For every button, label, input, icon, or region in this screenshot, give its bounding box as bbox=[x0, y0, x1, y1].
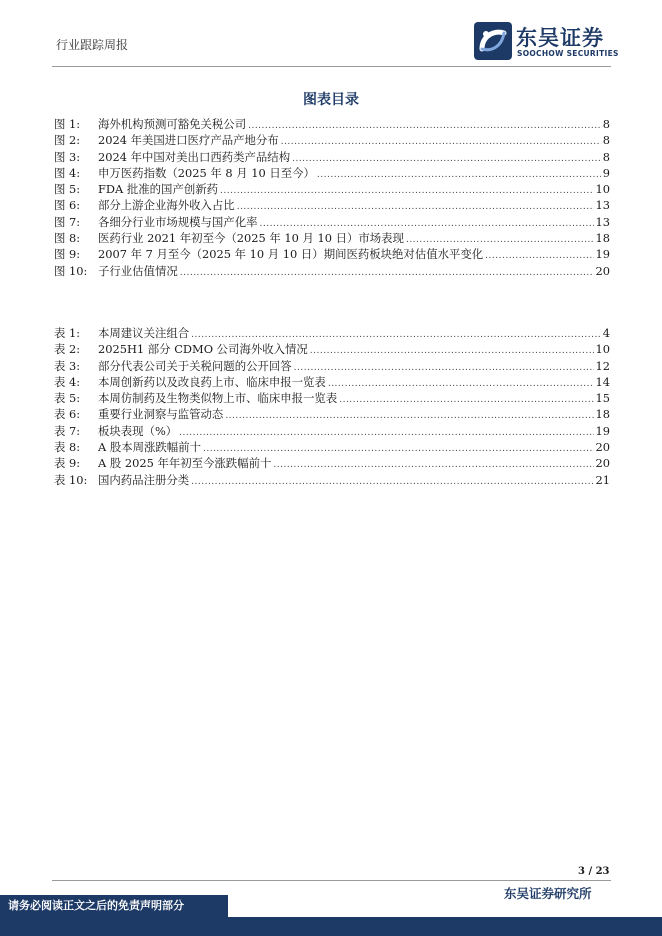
table-entry-page: 4 bbox=[602, 326, 610, 340]
figure-entry-label: 图 8: bbox=[54, 231, 81, 246]
leader-dots bbox=[339, 392, 593, 408]
logo-english-name: SOOCHOW SECURITIES bbox=[517, 49, 619, 58]
table-entry-page: 12 bbox=[595, 358, 610, 373]
table-entry-label: 表 7: bbox=[54, 423, 81, 438]
figure-entry-title: FDA 批准的国产创新药 bbox=[98, 182, 219, 197]
table-entry-page: 20 bbox=[595, 440, 610, 455]
table-entry-title: 本周创新药以及改良药上市、临床申报一览表 bbox=[98, 374, 326, 389]
leader-dots bbox=[220, 183, 593, 199]
figure-entry-label: 图 9: bbox=[54, 247, 81, 262]
leader-dots bbox=[294, 360, 594, 376]
table-entry-page: 15 bbox=[595, 391, 610, 406]
figure-entry-page: 13 bbox=[595, 214, 610, 229]
table-entry-page: 14 bbox=[595, 374, 610, 389]
figure-list bbox=[54, 116, 610, 279]
table-entry-label: 表 9: bbox=[54, 456, 81, 471]
figure-entry[interactable] bbox=[54, 197, 610, 213]
leader-dots bbox=[485, 248, 593, 264]
table-entry-page: 21 bbox=[595, 472, 610, 487]
table-list bbox=[54, 325, 610, 488]
table-entry-title: 板块表现（%） bbox=[98, 423, 178, 438]
figure-entry-title: 部分上游企业海外收入占比 bbox=[98, 198, 235, 213]
table-entry-label: 表 6: bbox=[54, 407, 81, 422]
figure-entry-title: 子行业估值情况 bbox=[98, 263, 178, 278]
leader-dots bbox=[191, 474, 593, 490]
page-number: 3 / 23 bbox=[578, 866, 610, 877]
figure-entry[interactable] bbox=[54, 263, 610, 279]
figure-entry-page: 20 bbox=[595, 263, 610, 278]
figure-entry-label: 图 5: bbox=[54, 182, 81, 197]
company-logo bbox=[474, 22, 634, 62]
table-entry-page: 10 bbox=[595, 342, 610, 357]
figure-entry[interactable] bbox=[54, 165, 610, 181]
leader-dots bbox=[273, 457, 593, 473]
report-type-label: 行业跟踪周报 bbox=[56, 38, 129, 52]
logo-mark-icon bbox=[474, 22, 512, 60]
table-entry-title: 部分代表公司关于关税问题的公开回答 bbox=[98, 358, 292, 373]
table-entry-label: 表 10: bbox=[54, 472, 88, 487]
logo-chinese-name: 东吴证券 bbox=[516, 26, 604, 50]
leader-dots bbox=[179, 425, 593, 441]
disclaimer-banner: 请务必阅读正文之后的免责声明部分 bbox=[0, 895, 228, 917]
table-entry-title: A 股本周涨跌幅前十 bbox=[98, 440, 201, 455]
leader-dots bbox=[310, 343, 594, 359]
figure-entry[interactable] bbox=[54, 132, 610, 148]
leader-dots bbox=[328, 376, 594, 392]
table-entry-title: 国内药品注册分类 bbox=[98, 472, 190, 487]
table-entry[interactable] bbox=[54, 439, 610, 455]
figure-entry-label: 图 2: bbox=[54, 133, 81, 148]
institute-name: 东吴证券研究所 bbox=[504, 886, 592, 901]
table-entry-page: 20 bbox=[595, 456, 610, 471]
figure-entry-page: 10 bbox=[595, 182, 610, 197]
table-entry[interactable] bbox=[54, 455, 610, 471]
figure-entry-page: 19 bbox=[595, 247, 610, 262]
table-entry[interactable] bbox=[54, 406, 610, 422]
figure-entry-page: 9 bbox=[602, 165, 610, 180]
leader-dots bbox=[248, 118, 601, 134]
figure-entry-page: 8 bbox=[602, 133, 610, 148]
table-entry[interactable] bbox=[54, 374, 610, 390]
figure-entry-page: 8 bbox=[602, 149, 610, 164]
table-entry[interactable] bbox=[54, 325, 610, 341]
table-entry[interactable] bbox=[54, 423, 610, 439]
figure-entry-page: 18 bbox=[595, 231, 610, 246]
figure-entry[interactable] bbox=[54, 230, 610, 246]
table-entry-label: 表 1: bbox=[54, 326, 81, 340]
figure-entry-page: 8 bbox=[602, 117, 610, 131]
table-entry-title: 2025H1 部分 CDMO 公司海外收入情况 bbox=[98, 342, 308, 357]
figure-entry[interactable] bbox=[54, 116, 610, 132]
figure-entry-title: 2024 年美国进口医疗产品产地分布 bbox=[98, 133, 279, 148]
table-entry-page: 18 bbox=[595, 407, 610, 422]
table-entry-label: 表 2: bbox=[54, 342, 81, 357]
leader-dots bbox=[292, 151, 601, 167]
figure-entry-title: 医药行业 2021 年初至今（2025 年 10 月 10 日）市场表现 bbox=[98, 231, 404, 246]
figure-entry[interactable] bbox=[54, 246, 610, 262]
figure-entry-title: 海外机构预测可豁免关税公司 bbox=[98, 117, 247, 131]
table-entry[interactable] bbox=[54, 358, 610, 374]
figure-entry[interactable] bbox=[54, 149, 610, 165]
figure-entry-title: 2024 年中国对美出口西药类产品结构 bbox=[98, 149, 291, 164]
table-entry-title: 本周建议关注组合 bbox=[98, 326, 190, 340]
table-entry-label: 表 8: bbox=[54, 440, 81, 455]
table-entry-title: A 股 2025 年年初至今涨跌幅前十 bbox=[98, 456, 272, 471]
figure-entry-label: 图 10: bbox=[54, 263, 88, 278]
figure-entry[interactable] bbox=[54, 181, 610, 197]
table-entry-page: 19 bbox=[595, 423, 610, 438]
leader-dots bbox=[180, 265, 594, 281]
footer-divider bbox=[52, 880, 611, 881]
toc-title: 图表目录 bbox=[303, 92, 359, 108]
figure-entry-label: 图 3: bbox=[54, 149, 81, 164]
figure-entry[interactable] bbox=[54, 214, 610, 230]
figure-entry-title: 各细分行业市场规模与国产化率 bbox=[98, 214, 258, 229]
table-entry-title: 本周仿制药及生物类似物上市、临床申报一览表 bbox=[98, 391, 338, 406]
table-entry[interactable] bbox=[54, 341, 610, 357]
leader-dots bbox=[317, 167, 601, 183]
leader-dots bbox=[281, 134, 601, 150]
leader-dots bbox=[225, 408, 593, 424]
figure-entry-label: 图 1: bbox=[54, 117, 81, 131]
figure-entry-label: 图 7: bbox=[54, 214, 81, 229]
figure-entry-label: 图 6: bbox=[54, 198, 81, 213]
figure-entry-page: 13 bbox=[595, 198, 610, 213]
header-divider bbox=[52, 66, 611, 67]
figure-entry-title: 2007 年 7 月至今（2025 年 10 月 10 日）期间医药板块绝对估值水平变化 bbox=[98, 247, 484, 262]
footer-bar bbox=[0, 917, 662, 936]
table-entry-label: 表 4: bbox=[54, 374, 81, 389]
table-entry-title: 重要行业洞察与监管动态 bbox=[98, 407, 224, 422]
figure-entry-label: 图 4: bbox=[54, 165, 81, 180]
table-entry-label: 表 5: bbox=[54, 391, 81, 406]
table-entry[interactable] bbox=[54, 390, 610, 406]
table-entry-label: 表 3: bbox=[54, 358, 81, 373]
figure-entry-title: 申万医药指数（2025 年 8 月 10 日至今） bbox=[98, 165, 315, 180]
leader-dots bbox=[237, 199, 594, 215]
table-entry[interactable] bbox=[54, 472, 610, 488]
